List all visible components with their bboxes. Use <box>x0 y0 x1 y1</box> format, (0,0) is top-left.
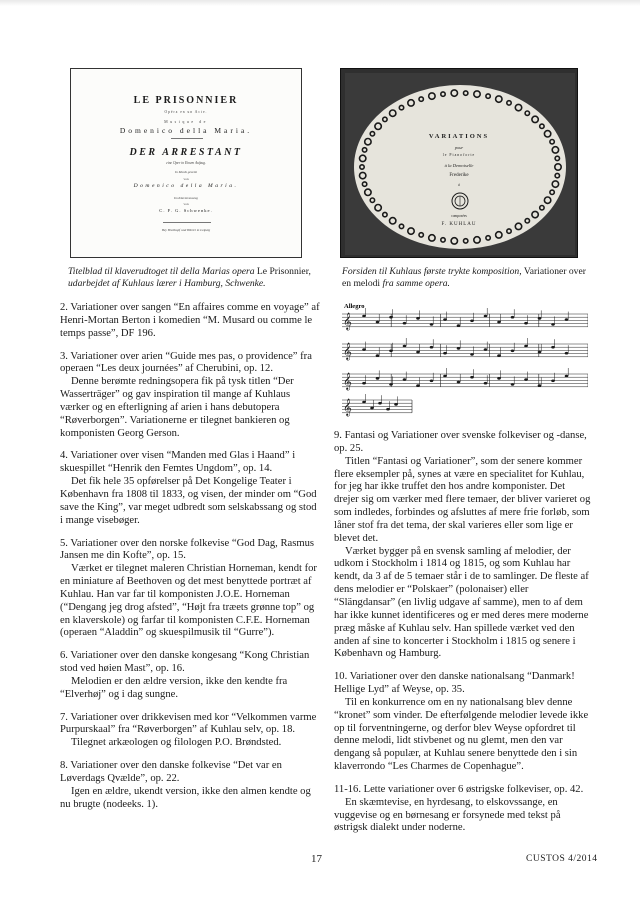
variation-entry <box>334 671 592 774</box>
fig2-to: à <box>458 183 460 187</box>
entry-heading: 5. Variationer over den norske folkevise “God Dag, Rasmus Jansen me din Kofte”, op. 15. <box>60 537 314 562</box>
fig-title: LE PRISONNIER <box>133 95 239 106</box>
note-head <box>376 377 380 380</box>
note-head <box>484 348 488 351</box>
fig-von: von <box>183 177 189 181</box>
figure-caption-right <box>342 266 592 290</box>
entry-paragraph: Til en konkurrence om en ny nationalsang blev denne “kronet” som vinder. De efterfølgende melodier levede ikke op til forventningerne, og derfor blev Weyse opfordret til denne melodi, lidt stivbenet og nu glemt, men den var dengang så populær, at Kuhlau senere benyttede den i sin klaverrondo “Les Charmes de Copenhague”. <box>334 696 589 773</box>
note-head <box>389 383 393 386</box>
note-head <box>362 401 366 404</box>
note-head <box>565 318 569 321</box>
note-head <box>389 350 393 353</box>
entry-heading: 8. Variationer over den danske folkevise “Det var en Løverdags Qvælde”, op. 22. <box>60 760 282 784</box>
note-head <box>416 351 420 354</box>
variation-entry <box>60 351 322 441</box>
magazine-issue: CUSTOS 4/2014 <box>526 854 598 864</box>
entry-heading: 9. Fantasi og Variationer over svenske folkeviser og -danse, op. 25. <box>334 430 587 454</box>
fig-arranged: Im Klavierauszug <box>173 196 199 200</box>
variation-entry <box>60 302 322 341</box>
variations-title-page-image <box>340 68 578 258</box>
note-head <box>443 375 447 378</box>
right-column <box>334 60 592 835</box>
note-head <box>470 376 474 379</box>
fig-musique-de: Musique de <box>164 119 208 124</box>
note-head <box>403 378 407 381</box>
fig-subtitle: Opéra en un Acte. <box>164 110 208 114</box>
note-head <box>457 347 461 350</box>
fig-rule-2 <box>163 222 211 223</box>
note-head <box>430 323 434 326</box>
fig-von-2: von <box>183 202 189 206</box>
note-head <box>378 402 382 405</box>
note-head <box>362 315 366 318</box>
fig2-pour: pour <box>454 145 464 150</box>
treble-clef-icon: 𝄞 <box>343 372 352 390</box>
figure-caption-left <box>68 266 322 290</box>
entry-heading: 3. Variationer over arien “Guide mes pas, o providence” fra operaen “Les deux journées” af Cherubini, op. 12. <box>60 350 312 375</box>
note-head <box>386 408 390 411</box>
note-head <box>362 382 366 385</box>
note-head <box>457 381 461 384</box>
music-tempo: Allegro <box>344 303 365 310</box>
note-head <box>484 315 488 318</box>
note-head <box>403 345 407 348</box>
caption-italic: Titelblad til klaverudtoget til della Marias opera <box>68 266 255 277</box>
title-page-image <box>70 68 302 258</box>
note-head <box>538 351 542 354</box>
note-head <box>524 322 528 325</box>
fig-arranger: C. F. G. Schwenke. <box>159 208 213 213</box>
note-head <box>416 384 420 387</box>
fig2-composer-name: F. KUHLAU <box>441 222 477 227</box>
treble-clef-icon: 𝄞 <box>343 398 352 416</box>
note-head <box>551 346 555 349</box>
note-head <box>524 345 528 348</box>
left-entries <box>60 302 322 812</box>
caption-plain: Variationer over en melodi <box>342 266 586 289</box>
fig-publisher: Bey Breitkopf und Härtel in Leipzig <box>161 228 211 232</box>
entry-paragraph: Melodien er den ældre version, ikke den kendte fra “Elverhøj” og i dag sungne. <box>60 675 288 700</box>
fig-music-by: In Musik gesetzt <box>174 170 198 174</box>
note-head <box>394 403 398 406</box>
note-head <box>430 346 434 349</box>
note-head <box>497 321 501 324</box>
note-head <box>538 384 542 387</box>
fig2-title: VARIATIONS <box>428 133 490 140</box>
entry-heading: 7. Variationer over drikkevisen med kor “Velkommen varme Purpurskaal” fra “Røverborgen” af Kuhlau selv, op. 18. <box>60 711 317 736</box>
note-head <box>403 322 407 325</box>
entry-paragraph: Værket er tilegnet maleren Christian Horneman, kendt for en miniature af Beethoven og det mest benyttede portræt af Kuhlau. Han var far til komponisten J.O.E. Horneman (“Dengang jeg drog afsted”, “Højt fra træets grønne top” og en klaverskole) og farfar til komponisten C.F.E. Horneman (operaen “Aladdin” og skuespilmusik til “Gurre”). <box>60 563 317 639</box>
note-head <box>370 407 374 410</box>
variation-entry <box>334 430 592 661</box>
fig-composer-german: Domenico della Maria. <box>133 183 239 189</box>
note-head <box>416 317 420 320</box>
note-head <box>376 354 380 357</box>
note-head <box>443 352 447 355</box>
page-number: 17 <box>311 853 322 865</box>
variation-entry <box>60 450 322 527</box>
fig-subtitle-german: eine Oper in Einem Aufzug. <box>166 161 206 165</box>
caption-italic-2: udarbejdet af Kuhlaus lærer i Hamburg, Schwenke. <box>68 278 266 289</box>
entry-paragraph: Tilegnet arkæologen og filologen P.O. Brøndsted. <box>71 737 282 749</box>
right-entries <box>334 430 592 835</box>
treble-clef-icon: 𝄞 <box>343 312 352 330</box>
note-head <box>430 380 434 383</box>
scan-edge <box>0 0 640 6</box>
variation-entry <box>60 650 322 701</box>
note-head <box>376 321 380 324</box>
fig-rule <box>171 138 203 139</box>
note-head <box>497 377 501 380</box>
note-head <box>551 323 555 326</box>
note-head <box>470 353 474 356</box>
note-head <box>470 320 474 323</box>
entry-heading: 4. Variationer over visen “Manden med Glas i Haand” i skuespillet “Henrik den Femtes Ungdom”, op. 14. <box>60 450 296 475</box>
note-head <box>443 318 447 321</box>
caption-italic: Forsiden til Kuhlaus første trykte komposition, <box>342 266 522 277</box>
variation-entry <box>60 760 322 811</box>
note-head <box>389 316 393 319</box>
entry-paragraph: En skæmtevise, en hyrdesang, to elskovssange, en vuggevise og en børnesang er forsynede med tekst på østrigsk dialekt under noderne. <box>334 796 561 834</box>
fig-title-german: DER ARRESTANT <box>129 147 243 158</box>
note-head <box>511 350 515 353</box>
caption-plain: Le Prisonnier, <box>254 266 311 277</box>
variation-entry <box>334 784 592 835</box>
note-head <box>511 383 515 386</box>
note-head <box>511 316 515 319</box>
note-head <box>484 382 488 385</box>
note-head <box>457 324 461 327</box>
note-head <box>565 375 569 378</box>
entry-heading: 6. Variationer over den danske kongesang “Kong Christian stod ved høien Mast”, op. 16. <box>60 650 310 675</box>
seal-icon <box>341 69 578 258</box>
entry-paragraph: Igen en ældre, ukendt version, ikke den almen kendte og nu brugte (nodeeks. 1). <box>60 785 311 810</box>
caption-italic-2: fra samme opera. <box>382 278 450 289</box>
entry-paragraph: Titlen “Fantasi og Variationer”, som der senere kommer flere eksempler på, synes at være en specialitet for Kuhlau, for jeg har ikke truffet den hos andre komponister. Det drejer sig om værker med flere temaer, der bliver varieret og som indledes, forbindes og afsluttes af mere frie forløb, som låner stof fra det tema, der skal varieres eller som lige er blevet det. <box>334 455 591 544</box>
note-head <box>565 352 569 355</box>
entry-heading: 2. Variationer over sangen “En affaires comme en voyage” af Henri-Mortan Berton i komedien “M. Musard ou comme le temps passe”, DF 196. <box>60 302 320 339</box>
note-head <box>524 378 528 381</box>
note-head <box>551 380 555 383</box>
fig2-dedication: à la Demoiselle <box>444 163 474 168</box>
entry-heading: 11-16. Lette variationer over 6 østrigske folkeviser, op. 42. <box>334 783 584 795</box>
entry-paragraph: Det fik hele 35 opførelser på Det Kongelige Teater i København fra 1808 til 1833, og visen, der minder om “God save the King”, var meget udbredt som selskabssang og stod i mange visebøger. <box>60 476 317 526</box>
fig2-composed: composées <box>451 214 467 218</box>
treble-clef-icon: 𝄞 <box>343 342 352 360</box>
variation-entry <box>60 712 322 751</box>
left-column <box>60 60 322 812</box>
note-head <box>538 317 542 320</box>
variation-entry <box>60 538 322 641</box>
fig2-piano: le Pianoforte <box>442 153 476 157</box>
fig-composer: Domenico della Maria. <box>119 126 253 135</box>
note-head <box>362 348 366 351</box>
music-notation-example <box>338 300 588 420</box>
fig2-par: Frederike <box>449 173 469 178</box>
entry-paragraph: Denne berømte redningsopera fik på tysk titlen “Der Wasserträger” og gav inspiration til mange af Kuhlaus værker og en efterligning af arien i hans debutopera “Røverborgen”. Variationerne er tilegnet bankieren og komponisten Georg Gerson. <box>60 376 294 439</box>
entry-heading: 10. Variationer over den danske nationalsang “Danmark! Hellige Lyd” af Weyse, op. 35. <box>334 671 575 696</box>
note-head <box>497 354 501 357</box>
entry-paragraph: Værket bygger på en svensk samling af melodier, der udkom i Stockholm i 1814 og 1815, og som Kuhlau har kendt, da 3 af de 5 temaer står i de to samlinger. De fleste af dens melodier er “Polskaer” (polonaiser) eller “Slängdansar” (en livlig udgave af samme), men to af dem har ikke kunnet identificeres og er med deres mere moderne præg måske af Kuhlau selv. Han spillede værket ved den anden af sine to koncerter i Stockholm i 1815 og senere i København og Hamburg. <box>334 545 589 660</box>
